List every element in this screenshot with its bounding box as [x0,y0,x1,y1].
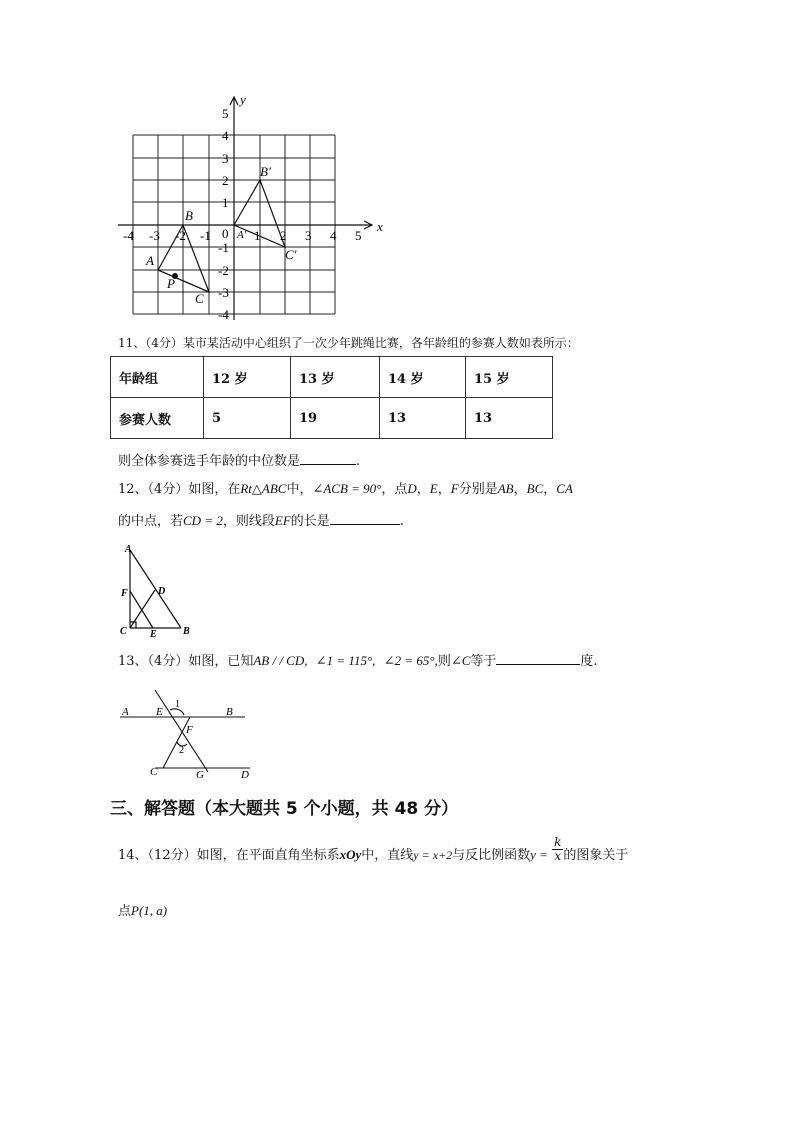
q12-text: ，则线段 [222,514,275,529]
q14-func-lhs: y = [530,847,548,862]
label-b: B [226,706,233,718]
label-a: A [125,544,132,555]
y-tick-labels [218,106,229,322]
q13-text: 等于 [470,654,497,669]
label-a-prime: A' [237,229,247,241]
x-tick: 0 [222,226,229,241]
q12-ef: EF [274,513,291,528]
q12-text: 中， [286,482,313,497]
q13-angle-c: ∠C [450,653,471,668]
table-row [111,398,553,439]
x-tick: 2 [280,228,287,243]
answer-blank[interactable] [330,510,400,525]
q12-cd: CD = 2 [183,513,223,528]
table-cell: 年龄组 [111,357,204,398]
label-one: 1 [175,699,180,710]
q14-text: 中，直线 [361,848,414,863]
label-e: E [156,706,163,718]
table-cell: 13 [466,398,553,439]
y-tick: 5 [222,106,229,121]
table-cell: 5 [204,398,291,439]
q12-text: 的中点，若 [118,514,184,529]
label-p: P [167,276,175,291]
q14-text: 14、（12分）如图，在平面直角坐标系 [118,848,340,863]
x-tick: -2 [175,228,186,243]
q12-seg: BC [526,481,544,496]
table-cell: 13 [380,398,466,439]
table-cell: 19 [291,398,380,439]
answer-blank[interactable] [300,450,356,465]
q12-text: 的长是 [290,514,330,529]
x-tick: 5 [355,228,362,243]
y-tick: -2 [218,263,229,278]
q14-text: 点 [118,904,132,919]
x-tick: -3 [149,228,160,243]
x-tick: -4 [123,228,134,243]
x-tick: 4 [330,228,337,243]
q13-text: 度. [580,654,598,669]
q13-text: 13、（4分）如图，已知 [118,654,254,669]
label-b-prime: B' [260,164,271,179]
y-tick: -1 [218,240,229,255]
label-c: C [150,766,158,778]
fraction-denominator: x [554,849,562,863]
q12-seg: AB [497,481,514,496]
answer-blank[interactable] [496,650,580,665]
axes [118,97,372,320]
q13-angle2: ∠2 = 65°, [383,653,438,668]
q11-intro: 11、（4分）某市某活动中心组织了一次少年跳绳比赛，各年龄组的参赛人数如表所示： [118,336,579,350]
q13-angle1: ∠1 = 115°, [315,653,376,668]
table-row [111,357,553,398]
y-tick: -3 [218,285,229,300]
q14-line2 [118,902,167,921]
x-tick: 1 [254,228,261,243]
label-g: G [196,769,204,781]
y-tick: -4 [218,307,229,322]
coordinate-grid-figure [110,88,390,323]
fraction-numerator: k [554,835,562,849]
q12-line1: 12、（4分）如图，在Rt△ABC中，∠ACB = 90°，点D，E，F分别是AB，BC，CA [118,481,573,497]
q12-text: 12、（4分）如图，在 [118,482,241,497]
age-table [110,356,553,439]
table-cell: 14 岁 [380,357,466,398]
label-c: C [195,291,204,306]
label-two: 2 [179,745,184,756]
label-c: C [120,626,127,637]
q12-point: F [450,481,459,496]
q12-triangle-figure [115,540,195,640]
y-axis-label: y [240,92,246,107]
q13-line [118,650,598,671]
label-b: B [185,208,193,223]
label-e: E [150,629,157,640]
label-a: A [146,253,154,268]
table-cell: 15 岁 [466,357,553,398]
q12-point: D [407,481,417,496]
y-tick: 1 [222,195,229,210]
label-c-prime: C' [285,247,297,262]
q14-text: 的图象关于 [563,848,629,863]
q12-text: 分别是 [458,482,498,497]
x-tick: 3 [305,228,312,243]
q12-text: ，点 [381,482,408,497]
q14-text: 与反比例函数 [452,848,531,863]
q12-angle: ∠ACB = 90° [312,481,382,496]
y-tick: 2 [222,173,229,188]
q14-line1 [118,835,629,865]
q13-parallel-figure [115,685,255,785]
q14-fraction [552,836,563,863]
section-heading: 三、解答题（本大题共 5 个小题，共 48 分） [110,799,459,819]
x-tick: -1 [200,228,211,243]
label-a: A [122,706,129,718]
table-cell: 13 岁 [291,357,380,398]
q11-question: 则全体参赛选手年龄的中位数是 . [118,450,360,471]
label-d: D [241,769,249,781]
q13-parallel: AB / / CD, [253,653,308,668]
table-cell: 参赛人数 [111,398,204,439]
label-f: F [121,588,128,599]
q12-seg: CA [556,481,573,496]
y-tick: 4 [222,128,229,143]
q12-point: E [429,481,438,496]
q14-xoy: xOy [339,847,362,862]
q13-text: 则 [437,654,451,669]
q14-line-expr: y = x+2 [413,848,453,862]
label-d: D [158,586,166,597]
q12-line2: 的中点，若CD = 2，则线段EF的长是 . [118,510,404,531]
q12-triangle: Rt△ABC [240,481,287,496]
label-f: F [186,724,193,736]
label-b: B [183,626,190,637]
q11-question-text: 则全体参赛选手年龄的中位数是 [118,454,301,469]
x-axis-label: x [377,219,383,234]
table-cell: 12 岁 [204,357,291,398]
y-tick: 3 [222,151,229,166]
q14-point: P(1, a) [131,903,168,918]
